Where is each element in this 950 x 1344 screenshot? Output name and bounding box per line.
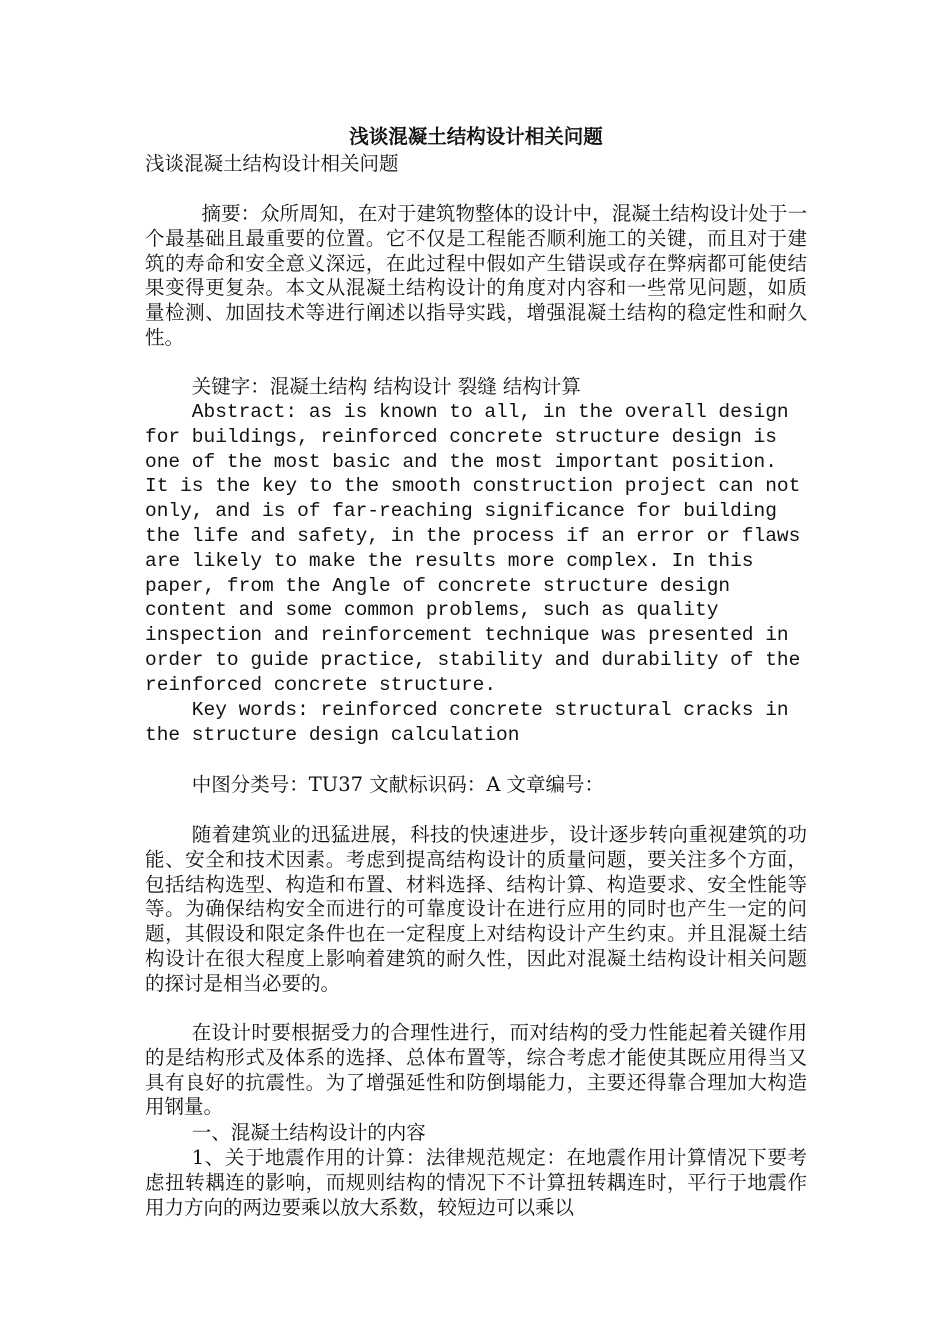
section-heading: 一、混凝土结构设计的内容 <box>191 1121 426 1144</box>
document-subtitle: 浅谈混凝土结构设计相关问题 <box>145 152 399 175</box>
document-title: 浅谈混凝土结构设计相关问题 <box>349 125 603 148</box>
abstract-english: Abstract: as is known to all, in the overall design for buildings, reinforced concrete structure design is one of the most basic and the most important position. It is the key to the smooth construction project can not only, and is of far-reaching significance for building the life and safety, in the process if an error or flaws are likely to make the results more complex. In this paper, from the Angle of concrete structure design content and some common problems, such as quality inspection and reinforcement technique was presented in order to guide practice, stability and durability of the reinforced concrete structure. <box>145 401 801 696</box>
body-paragraph: 在设计时要根据受力的合理性进行，而对结构的受力性能起着关键作用的是结构形式及体系的选择、总体布置等，综合考虑才能使其既应用得当又具有良好的抗震性。为了增强延性和防倒塌能力，主要还得靠合理加大构造用钢量。 <box>145 1021 807 1119</box>
classification-line: 中图分类号：TU37 文献标识码：A 文章编号： <box>191 773 605 796</box>
keywords-chinese: 关键字：混凝土结构 结构设计 裂缝 结构计算 <box>191 375 581 398</box>
body-paragraph: 1、关于地震作用的计算：法律规范规定：在地震作用计算情况下要考虑扭转耦连的影响，而规则结构的情况下不计算扭转耦连时，平行于地震作用力方向的两边要乘以放大系数，较短边可以乘以 <box>145 1146 807 1219</box>
body-paragraph: 随着建筑业的迅猛进展，科技的快速进步，设计逐步转向重视建筑的功能、安全和技术因素。考虑到提高结构设计的质量问题，要关注多个方面，包括结构选型、构造和布置、材料选择、结构计算、构造要求、安全性能等等。为确保结构安全而进行的可靠度设计在进行应用的同时也产生一定的问题，其假设和限定条件也在一定程度上对结构设计产生约束。并且混凝土结构设计在很大程度上影响着建筑的耐久性，因此对混凝土结构设计相关问题的探讨是相当必要的。 <box>145 823 807 995</box>
abstract-chinese: 摘要：众所周知，在对于建筑物整体的设计中，混凝土结构设计处于一个最基础且最重要的位置。它不仅是工程能否顺利施工的关键，而且对于建筑的寿命和安全意义深远，在此过程中假如产生错误或存在弊病都可能使结果变得更复杂。本文从混凝土结构设计的角度对内容和一些常见问题，如质量检测、加固技术等进行阐述以指导实践，增强混凝土结构的稳定性和耐久性。 <box>145 202 807 349</box>
keywords-english: Key words: reinforced concrete structural cracks in the structure design calculation <box>145 699 789 746</box>
